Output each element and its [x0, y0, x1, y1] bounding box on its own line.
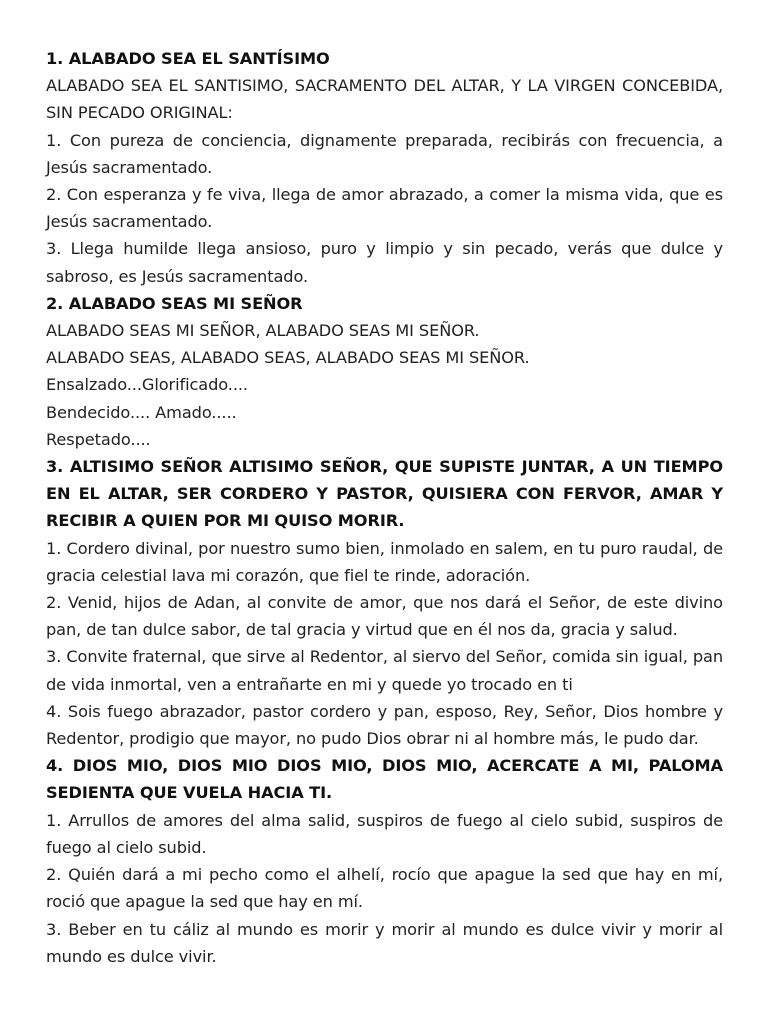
verse-2: 2. Venid, hijos de Adan, al convite de amor, que nos dará el Señor, de este divino pan, de tan dulce sabor, de tal gracia y virtud que en él nos da, gracia y salud. [46, 593, 723, 640]
verse-3: 3. Llega humilde llega ansioso, puro y limpio y sin pecado, verás que dulce y sabroso, es Jesús sacramentado. [46, 239, 723, 286]
paragraph: Respetado.... [46, 429, 151, 449]
verse-1: 1. Cordero divinal, por nuestro sumo bien, inmolado en salem, en tu puro raudal, de gracia celestial lava mi corazón, que fiel te rinde, adoración. [46, 538, 723, 585]
document-page [46, 45, 723, 970]
verse-4: 4. Sois fuego abrazador, pastor cordero y pan, esposo, Rey, Señor, Dios hombre y Redentor, prodigio que mayor, no pudo Dios obrar ni al hombre más, le pudo dar. [46, 701, 723, 749]
verse-3: 3. Beber en tu cáliz al mundo es morir y morir al mundo es dulce vivir y morir al mundo es dulce vivir. [46, 919, 723, 966]
section-heading-3: 3. ALTISIMO SEÑOR ALTISIMO SEÑOR, QUE SUPISTE JUNTAR, A UN TIEMPO EN EL ALTAR, SER CORDERO Y PASTOR, QUISIERA CON FERVOR, AMAR Y RECIBIR A QUIEN POR MI QUISO MORIR. [46, 457, 723, 531]
paragraph: Ensalzado...Glorificado.... [46, 375, 248, 395]
verse-3: 3. Convite fraternal, que sirve al Redentor, al siervo del Señor, comida sin igual, pan de vida inmortal, ven a entrañarte en mi y quede yo trocado en ti [46, 647, 723, 694]
verse-2: 2. Con esperanza y fe viva, llega de amor abrazado, a comer la misma vida, que es Jesús sacramentado. [46, 185, 723, 232]
paragraph: ALABADO SEAS, ALABADO SEAS, ALABADO SEAS MI SEÑOR. [46, 348, 530, 368]
verse-2: 2. Quién dará a mi pecho como el alhelí, rocío que apague la sed que hay en mí, roció que apague la sed que hay en mí. [46, 865, 723, 912]
verse-1: 1. Con pureza de conciencia, dignamente preparada, recibirás con frecuencia, a Jesús sacramentado. [46, 130, 723, 177]
section-heading-1: 1. ALABADO SEA EL SANTÍSIMO [46, 49, 330, 68]
paragraph: ALABADO SEAS MI SEÑOR, ALABADO SEAS MI SEÑOR. [46, 321, 480, 341]
verse-1: 1. Arrullos de amores del alma salid, suspiros de fuego al cielo subid, suspiros de fuego al cielo subid. [46, 810, 723, 857]
paragraph: ALABADO SEA EL SANTISIMO, SACRAMENTO DEL ALTAR, Y LA VIRGEN CONCEBIDA, SIN PECADO ORIGINAL: [46, 76, 723, 123]
section-heading-2: 2. ALABADO SEAS MI SEÑOR [46, 293, 303, 313]
section-heading-4: 4. DIOS MIO, DIOS MIO DIOS MIO, DIOS MIO, ACERCATE A MI, PALOMA SEDIENTA QUE VUELA HACIA TI. [46, 756, 723, 803]
paragraph: Bendecido.... Amado..... [46, 402, 237, 422]
